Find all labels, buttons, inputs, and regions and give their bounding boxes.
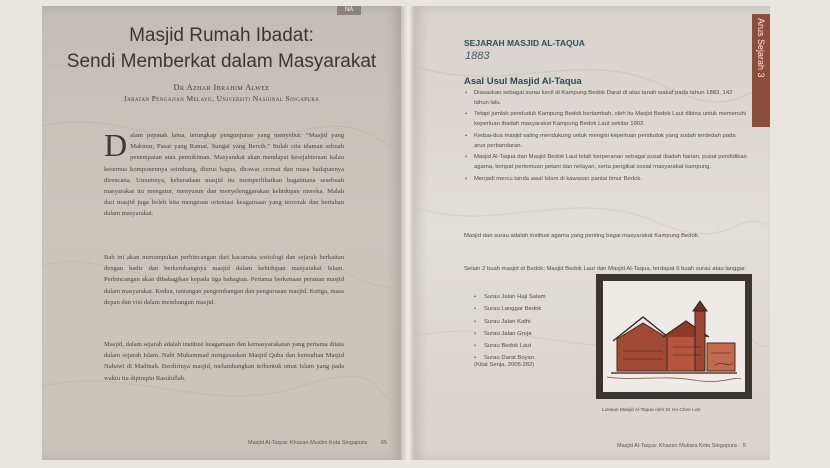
surau-item: • Surau Jalan Kathi bbox=[474, 316, 546, 328]
marble-texture bbox=[42, 6, 401, 460]
bullet-item: • Masjid Al-Taqua dan Masjid Bedok Laut telah berperanan sebagai pusat ibadah harian, pusat pendidikan agama, tempat pertemuan petani dan nelayan, serta pengikat sosial masyarakat kampung. bbox=[464, 153, 748, 172]
bullet-item: • Diasaskan sebagai surau kecil di Kampung Bedok Darat di atas tanah wakaf pada tahun 1883, 142 tahun lalu. bbox=[464, 89, 748, 108]
corner-label: NA bbox=[337, 6, 361, 15]
chapter-title-line1: Masjid Rumah Ibadat: bbox=[129, 25, 314, 46]
surau-item: • Surau Jalan Haji Salam bbox=[474, 291, 546, 303]
section-side-tab bbox=[752, 14, 770, 127]
chapter-title-line2: Sendi Memberkat dalam Masyarakat bbox=[66, 51, 377, 72]
painting-caption: Lukisan Masjid Al-Taqua oleh Dr Ho Chee Lick bbox=[602, 408, 701, 413]
mosque-painting bbox=[603, 281, 745, 392]
paragraph-1-text: alam pepatah lama, terungkap pengunjuran yang menyebut: “Masjid yang Makmur, Pasar yang Ramai, Sungai yang Bersih.” Itulah cita idaman sebuah penempatan atau pemukiman. Masyarakat akan mendapat kesejahteraan kalau kesemua komponennya seimbang, diurus bagus, dirawat cermat dan masa hadapannya direncana. Umumnya, keberadaan masjid itu memperlihatkan bagaimana sesebuah masyarakat itu mengatur, menyusun dan menyelenggarakan kehidupan mereka. Malah dari masjid juga boleh kita mengesan orientasi keagamaan yang tercorak dan bertahan dalam masyarakat. bbox=[104, 132, 344, 218]
book-spine bbox=[401, 6, 414, 460]
citation: (Kitat Senja, 2005:282) bbox=[474, 362, 535, 368]
surau-intro-paragraph: Selain 2 buah masjid di Bedok; Masjid Bedok Laut dan Masjid Al-Taqua, terdapat 6 buah surau atau langgar. bbox=[464, 266, 747, 272]
bullet-item: • Kedua-dua masjid saling mendukung untuk mengisi keperluan penduduk yang sudah terdedah pada arus perbandaran. bbox=[464, 132, 748, 151]
left-page-number: 65 bbox=[380, 440, 388, 446]
surau-item: • Surau Bedok Laut bbox=[474, 340, 546, 352]
side-tab-label: Arus Sejarah 3 bbox=[756, 18, 766, 78]
surau-item: • Surau Jalan Greja bbox=[474, 328, 546, 340]
left-page bbox=[42, 6, 401, 460]
paragraph-1 bbox=[104, 127, 344, 220]
paragraph-3: Masjid, dalam sejarah adalah institusi keagamaan dan kemasyarakatan yang pertama ditata dalam sejarah Islam. Nabi Muhammad mengasaskan Masjid Quba dan kemudian Masjid Nabawi di Madinah. Berdirinya masjid, melambangkan terbentuk umat Islam yang pada waktu itu dipimpin Rasulullah. bbox=[104, 341, 344, 382]
institution-paragraph: Masjid dan surau adalah institusi agama yang penting bagai masyarakat Kampung Bedok. bbox=[464, 233, 700, 239]
paragraph-2: Bab ini akan menumpukan perbincangan dari kacamata sosiologi dan sejarah berkaitan dengan hadir dan berkembangnya masjid dalam kehidupan masyarakat Islam. Perbincangan akan dibahagikan kepada tiga bahagian. Pertama berkenaan peranan masjid dalam masyarakat. Kedua, tantangan pengembangan dan pengurusan masjid. Ketiga, masa depan dan visi dalam membangun masjid. bbox=[104, 254, 344, 306]
surau-item: • Surau Darat Boyan. bbox=[474, 352, 546, 364]
bullet-item: • Tetapi jumlah penduduk Kampung Bedok bertambah, oleh itu Masjid Bedok Laut dibina untuk memenuhi keperluan ibadah masyarakat Kampung Bedok Laut sekitar 1902. bbox=[464, 110, 748, 129]
author-affiliation: Jabatan Pengajian Melayu, Universiti Nasional Singapura bbox=[123, 94, 320, 103]
right-page-number: 5 bbox=[742, 443, 746, 449]
bullet-item: • Menjadi mercu tanda awal Islam di kawasan pantai timur Bedok. bbox=[464, 175, 748, 185]
author-name: Dr Azhar Ibrahim Alwee bbox=[173, 82, 270, 92]
surau-list bbox=[474, 291, 546, 365]
right-page bbox=[414, 6, 770, 460]
right-footer-text: Masjid Al-Taqua: Khazan Mutiara Kota Singapura bbox=[617, 443, 737, 449]
section-title: SEJARAH MASJID AL-TAQUA bbox=[464, 38, 585, 48]
left-footer bbox=[248, 440, 387, 446]
surau-item: • Surau Langgar Bedok bbox=[474, 303, 546, 315]
sub-heading: Asal Usul Masjid Al-Taqua bbox=[464, 76, 582, 87]
right-footer bbox=[617, 443, 746, 449]
drop-cap: D bbox=[104, 127, 128, 163]
section-year: 1883 bbox=[465, 50, 490, 62]
mosque-sketch-illustration bbox=[603, 281, 745, 392]
left-footer-text: Masjid Al-Taqua: Khazan Muslim Kota Singapura bbox=[248, 440, 367, 446]
mosque-painting-frame bbox=[596, 274, 752, 399]
history-bullet-list bbox=[464, 89, 748, 186]
